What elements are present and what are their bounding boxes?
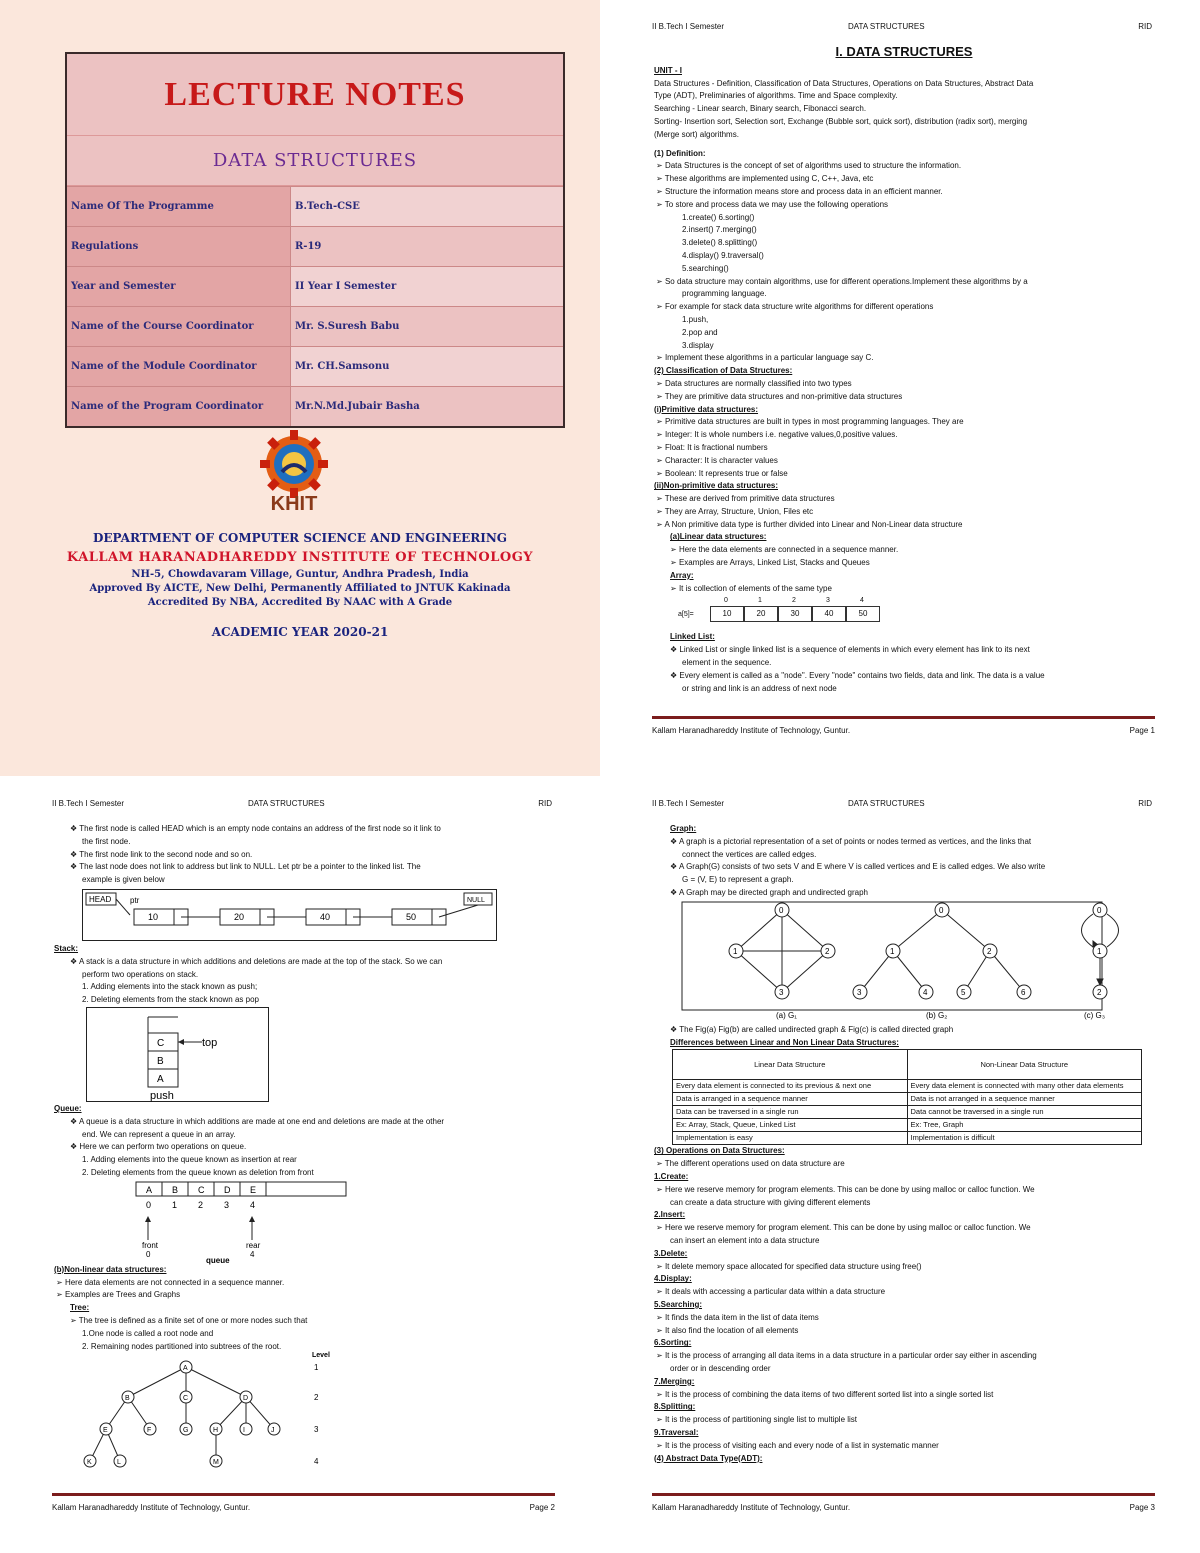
graph-note: ❖ A graph is a pictorial representation of a set of points or nodes termed as vertices, and the links that xyxy=(654,836,1154,849)
footer-left: Kallam Haranadhareddy Institute of Technology, Guntur. xyxy=(652,726,851,735)
graph-notes xyxy=(654,836,1154,900)
definition-item: ➢ To store and process data we may use the following operations xyxy=(654,199,1154,212)
tree-node-label: D xyxy=(243,1395,249,1403)
diff-cell: Data is not arranged in a sequence manner xyxy=(907,1093,1142,1106)
graph-edge xyxy=(942,910,990,951)
linked-list-note: ❖ The first node is called HEAD which is an empty node contains an address of the first node so it link to xyxy=(54,823,554,836)
diff-cell: Ex: Tree, Graph xyxy=(907,1119,1142,1132)
primitive-list xyxy=(654,416,1154,480)
cover-info-value: B.Tech-CSE xyxy=(291,187,563,226)
stack-note: ❖ A stack is a data structure in which additions and deletions are made at the top of the stack. So we can xyxy=(54,956,554,969)
operation-text: ➢ It also find the location of all elements xyxy=(654,1325,1154,1338)
queue-note: ❖ Here we can perform two operations on queue. xyxy=(54,1141,554,1154)
graph-vertex-label: 2 xyxy=(1097,987,1102,997)
linked-list-diagram xyxy=(82,887,502,943)
stack-note: 2. Deleting elements from the stack known as pop xyxy=(82,995,259,1005)
cover-info-key: Name of the Module Coordinator xyxy=(67,347,291,386)
diff-cell: Every data element is connected to its previous & next one xyxy=(673,1080,908,1093)
queue-rear-label: rear xyxy=(246,1240,261,1250)
accreditation: Accredited By NBA, Accredited By NAAC with A Grade xyxy=(147,597,453,608)
nonprimitive-item: ➢ These are derived from primitive data structures xyxy=(654,493,1154,506)
graph-vertex-label: 0 xyxy=(779,905,784,915)
array-cell: 10 xyxy=(710,606,744,622)
linked-list-notes xyxy=(54,823,554,887)
graph-vertex-label: 2 xyxy=(987,946,992,956)
operation-text: can insert an element into a data structure xyxy=(670,1235,820,1245)
diff-row xyxy=(673,1080,1142,1093)
graph-directed-edge xyxy=(1082,914,1094,947)
adt-heading: (4) Abstract Data Type(ADT): xyxy=(654,1453,763,1463)
page-header xyxy=(652,799,1152,811)
graph-vertex-label: 3 xyxy=(857,987,862,997)
tree-level-number: 4 xyxy=(314,1457,319,1467)
operation-text: ➢ It delete memory space allocated for specified data structure using free() xyxy=(654,1261,1154,1274)
graph-vertex-label: 5 xyxy=(961,987,966,997)
operation-text: ➢ It is the process of arranging all data items in a data structure in a particular order say either in ascending xyxy=(654,1350,1154,1363)
page-body xyxy=(654,46,1154,695)
tree-edge xyxy=(216,1395,249,1429)
graph-note: ❖ The Fig(a) Fig(b) are called undirected graph & Fig(c) is called directed graph xyxy=(654,1024,1154,1037)
graph-note: connect the vertices are called edges. xyxy=(682,849,817,859)
operation-text: ➢ It is the process of combining the data items of two different sorted list into a single sorted list xyxy=(654,1389,1154,1402)
address: NH-5, Chowdavaram Village, Guntur, Andhra Pradesh, India xyxy=(131,569,469,580)
difference-table xyxy=(672,1049,1142,1145)
graph-edge xyxy=(782,951,828,992)
graph-edge xyxy=(860,951,893,992)
linked-list-line: element in the sequence. xyxy=(682,658,772,668)
primitive-item: ➢ Integer: It is whole numbers i.e. negative values,0,positive values. xyxy=(654,429,1154,442)
definition-item: 2.pop and xyxy=(682,327,718,337)
department-name: DEPARTMENT OF COMPUTER SCIENCE AND ENGINEERING xyxy=(92,531,508,545)
operation-heading: 6.Sorting: xyxy=(654,1338,692,1348)
operation-heading: 5.Searching: xyxy=(654,1299,703,1309)
nonlinear-list xyxy=(54,1277,554,1303)
array-index: 4 xyxy=(860,597,864,605)
linear-item: ➢ Examples are Arrays, Linked List, Stacks and Queues xyxy=(654,557,1154,570)
header-right: RID xyxy=(538,799,552,808)
operation-heading: 9.Traversal: xyxy=(654,1427,699,1437)
syllabus-line: Data Structures - Definition, Classification of Data Structures, Operations on Data Structures, Abstract Data xyxy=(654,78,1034,88)
diff-row xyxy=(673,1132,1142,1145)
queue-item: A xyxy=(146,1184,153,1195)
graph-edge xyxy=(893,910,942,951)
graph-vertex-label: 1 xyxy=(733,946,738,956)
queue-note: 1. Adding elements into the queue known as insertion at rear xyxy=(82,1155,297,1165)
page-footer xyxy=(652,716,1155,735)
definition-item: ➢ So data structure may contain algorithms, use for different operations.Implement these algorithms by a xyxy=(654,276,1154,289)
array-index: 0 xyxy=(724,597,728,605)
array-cell: 50 xyxy=(846,606,880,622)
header-center: DATA STRUCTURES xyxy=(848,22,925,31)
tree-node-label: M xyxy=(213,1459,219,1467)
array-heading: Array: xyxy=(670,570,694,580)
operations-list xyxy=(654,1171,1154,1453)
tree-node-label: J xyxy=(271,1427,275,1435)
page-header xyxy=(652,22,1152,34)
tree-level-number: 2 xyxy=(314,1393,319,1403)
cover-info-key: Regulations xyxy=(67,227,291,266)
header-right: RID xyxy=(1138,22,1152,31)
linked-list-note: example is given below xyxy=(82,875,165,885)
operation-heading: 3.Delete: xyxy=(654,1248,688,1258)
nonlinear-item: ➢ Here data elements are not connected in a sequence manner. xyxy=(54,1277,554,1290)
linked-list-heading: Linked List: xyxy=(670,632,715,642)
queue-item: C xyxy=(198,1184,205,1195)
graph-vertex-label: 1 xyxy=(890,946,895,956)
tree-node-label: L xyxy=(117,1459,121,1467)
nonlinear-item: ➢ Examples are Trees and Graphs xyxy=(54,1289,554,1302)
graph-directed-edge xyxy=(1107,914,1119,947)
graph-note: G = (V, E) to represent a graph. xyxy=(682,875,794,885)
queue-heading: Queue: xyxy=(54,1103,82,1113)
tree-node-label: I xyxy=(243,1427,245,1435)
header-left: II B.Tech I Semester xyxy=(652,22,725,31)
graph-edge xyxy=(736,951,782,992)
queue-index: 0 xyxy=(146,1199,152,1210)
syllabus-line: Type (ADT), Preliminaries of algorithms. Time and Space complexity. xyxy=(654,91,898,101)
institute-name: KALLAM HARANADHAREDDY INSTITUTE OF TECHNOLOGY xyxy=(66,550,534,565)
nonlinear-heading: (b)Non-linear data structures: xyxy=(54,1264,167,1274)
tree-note: ➢ The tree is defined as a finite set of one or more nodes such that xyxy=(54,1315,554,1328)
logo-text: KHIT xyxy=(270,493,318,515)
cover-info-key: Name of the Program Coordinator xyxy=(67,387,291,426)
stack-diagram xyxy=(86,1007,276,1103)
academic-year: ACADEMIC YEAR 2020-21 xyxy=(211,625,389,639)
tree-heading: Tree: xyxy=(70,1303,90,1313)
tree-node-label: B xyxy=(125,1395,130,1403)
graph-note: ❖ A Graph may be directed graph and undirected graph xyxy=(654,887,1154,900)
ll-head-label: HEAD xyxy=(89,894,112,904)
institute-details xyxy=(0,568,600,610)
tree-edge xyxy=(186,1367,246,1397)
approval: Approved By AICTE, New Delhi, Permanently Affiliated to JNTUK Kakinada xyxy=(89,583,511,594)
cover-subtitle: DATA STRUCTURES xyxy=(67,136,563,186)
stack-item: B xyxy=(157,1055,164,1067)
tree-note: 2. Remaining nodes partitioned into subtrees of the root. xyxy=(82,1341,282,1351)
array-cell: 30 xyxy=(778,606,812,622)
page-footer xyxy=(652,1493,1155,1512)
definition-item: ➢ Structure the information means store and process data in an efficient manner. xyxy=(654,186,1154,199)
diff-cell: Ex: Array, Stack, Queue, Linked List xyxy=(673,1119,908,1132)
array-cell: 40 xyxy=(812,606,846,622)
graph-vertex-label: 0 xyxy=(939,905,944,915)
definition-item: 2.insert() 7.merging() xyxy=(682,225,757,235)
operation-text: ➢ It deals with accessing a particular data within a data structure xyxy=(654,1286,1154,1299)
stack-notes xyxy=(54,956,554,1007)
page-footer xyxy=(52,1493,555,1512)
operation-text: ➢ It finds the data item in the list of data items xyxy=(654,1312,1154,1325)
classification-item: ➢ They are primitive data structures and non-primitive data structures xyxy=(654,391,1154,404)
cover-info-table xyxy=(67,186,563,426)
cover-info-row xyxy=(67,346,563,386)
queue-caption: queue xyxy=(206,1255,230,1265)
definition-heading: (1) Definition: xyxy=(654,148,706,158)
header-center: DATA STRUCTURES xyxy=(848,799,925,808)
queue-index: 1 xyxy=(172,1199,178,1210)
page-header xyxy=(52,799,552,811)
tree-diagram xyxy=(76,1352,330,1473)
tree-level-number: 3 xyxy=(314,1425,319,1435)
diff-header-cell: Non-Linear Data Structure xyxy=(907,1050,1142,1080)
primitive-item: ➢ Primitive data structures are built in types in most programming languages. They are xyxy=(654,416,1154,429)
definition-item: programming language. xyxy=(682,289,767,299)
ll-null-label: NULL xyxy=(467,896,485,904)
classification-item: ➢ Data structures are normally classified into two types xyxy=(654,378,1154,391)
footer-page: Page 1 xyxy=(1129,726,1155,735)
queue-front-index: 0 xyxy=(146,1249,151,1259)
definition-list xyxy=(654,160,1154,365)
page-3 xyxy=(600,777,1200,1553)
unit-heading: UNIT - I xyxy=(654,65,682,75)
queue-index: 4 xyxy=(250,1199,256,1210)
ll-node-value: 40 xyxy=(320,911,331,922)
linear-heading: (a)Linear data structures: xyxy=(670,532,767,542)
tree-node-label: H xyxy=(213,1427,219,1435)
stack-heading: Stack: xyxy=(54,943,79,953)
primitive-item: ➢ Character: It is character values xyxy=(654,455,1154,468)
definition-item: ➢ For example for stack data structure write algorithms for different operations xyxy=(654,301,1154,314)
definition-item: 4.display() 9.traversal() xyxy=(682,250,764,260)
graph-edge xyxy=(893,951,926,992)
tree-node-label: C xyxy=(183,1395,189,1403)
cover-info-row xyxy=(67,306,563,346)
ll-node-value: 10 xyxy=(148,911,159,922)
footer-page: Page 2 xyxy=(529,1503,555,1512)
queue-item: B xyxy=(172,1184,179,1195)
array-label: a[5]= xyxy=(678,611,694,619)
graph-vertex-label: 2 xyxy=(825,946,830,956)
graph-vertex-label: 1 xyxy=(1097,946,1102,956)
graph-vertex-label: 6 xyxy=(1021,987,1026,997)
definition-item: 1.create() 6.sorting() xyxy=(682,212,755,222)
cover-info-row xyxy=(67,386,563,426)
graph-note: ❖ A Graph(G) consists of two sets V and E where V is called vertices and E is called edges. We also write xyxy=(654,861,1154,874)
operation-text: ➢ It is the process of partitioning single list to multiple list xyxy=(654,1414,1154,1427)
definition-item: ➢ Data Structures is the concept of set of algorithms used to structure the information. xyxy=(654,160,1154,173)
footer-left: Kallam Haranadhareddy Institute of Technology, Guntur. xyxy=(652,1503,851,1512)
syllabus-line: Sorting- Insertion sort, Selection sort, Exchange (Bubble sort, quick sort), distribution (radix sort), merging xyxy=(654,116,1028,126)
operation-text: ➢ Here we reserve memory for program element. This can be done by using malloc or calloc function. We xyxy=(654,1222,1154,1235)
cover-info-value: R-19 xyxy=(291,227,563,266)
cover-page xyxy=(0,0,600,776)
cover-info-row xyxy=(67,266,563,306)
classification-list xyxy=(654,378,1154,404)
syllabus-line: Searching - Linear search, Binary search, Fibonacci search. xyxy=(654,104,867,114)
graph-caption: (b) G₂ xyxy=(926,1010,948,1020)
diff-row xyxy=(673,1093,1142,1106)
primitive-item: ➢ Float: It is fractional numbers xyxy=(654,442,1154,455)
queue-note: ❖ A queue is a data structure in which additions are made at one end and deletions are made at the other xyxy=(54,1116,554,1129)
operation-text: ➢ Here we reserve memory for program elements. This can be done by using malloc or calloc function. We xyxy=(654,1184,1154,1197)
operation-heading: 1.Create: xyxy=(654,1171,689,1181)
page-body xyxy=(654,823,1154,1465)
queue-front-label: front xyxy=(142,1240,159,1250)
graph-vertex-label: 0 xyxy=(1097,905,1102,915)
cover-info-key: Name Of The Programme xyxy=(67,187,291,226)
page-body xyxy=(54,823,554,1473)
graph-vertex-label: 4 xyxy=(923,987,928,997)
definition-item: ➢ These algorithms are implemented using C, C++, Java, etc xyxy=(654,173,1154,186)
operations-heading: (3) Operations on Data Structures: xyxy=(654,1146,785,1156)
header-center: DATA STRUCTURES xyxy=(248,799,325,808)
header-right: RID xyxy=(1138,799,1152,808)
tree-node-label: F xyxy=(147,1427,152,1435)
definition-item: ➢ Implement these algorithms in a particular language say C. xyxy=(654,352,1154,365)
syllabus-line: (Merge sort) algorithms. xyxy=(654,129,739,139)
linked-list-note: the first node. xyxy=(82,836,131,846)
nonprimitive-heading: (ii)Non-primitive data structures: xyxy=(654,481,779,491)
diff-header-cell: Linear Data Structure xyxy=(673,1050,908,1080)
tree-edge xyxy=(128,1367,186,1397)
footer-left: Kallam Haranadhareddy Institute of Technology, Guntur. xyxy=(52,1503,251,1512)
diff-cell: Data is arranged in a sequence manner xyxy=(673,1093,908,1106)
operation-text: ➢ It is the process of visiting each and every node of a list in systematic manner xyxy=(654,1440,1154,1453)
graph-heading: Graph: xyxy=(670,824,697,833)
graph-edge xyxy=(990,951,1024,992)
primitive-heading: (i)Primitive data structures: xyxy=(654,404,759,414)
queue-note: end. We can represent a queue in an array. xyxy=(82,1129,236,1139)
cover-info-value: Mr.N.Md.Jubair Basha xyxy=(291,387,563,426)
diff-cell: Every data element is connected with many other data elements xyxy=(907,1080,1142,1093)
operations-intro: ➢ The different operations used on data structure are xyxy=(654,1158,1154,1171)
tree-node-label: G xyxy=(183,1427,189,1435)
graph-diagrams xyxy=(656,900,1136,1024)
array-index: 1 xyxy=(758,597,762,605)
cover-info-key: Name of the Course Coordinator xyxy=(67,307,291,346)
operation-text: can create a data structure with giving different elements xyxy=(670,1197,871,1207)
tree-node-label: K xyxy=(87,1459,92,1467)
definition-item: 1.push, xyxy=(682,314,709,324)
queue-rear-index: 4 xyxy=(250,1249,255,1259)
syllabus xyxy=(654,78,1154,142)
queue-index: 2 xyxy=(198,1199,204,1210)
header-left: II B.Tech I Semester xyxy=(652,799,725,808)
diff-cell: Implementation is easy xyxy=(673,1132,908,1145)
tree-level-number: 1 xyxy=(314,1363,319,1373)
ll-node-value: 20 xyxy=(234,911,245,922)
stack-push-label: push xyxy=(150,1089,174,1102)
graph-edge xyxy=(736,910,782,951)
tree-level-label: Level xyxy=(312,1352,330,1360)
page-1 xyxy=(600,0,1200,776)
operation-heading: 8.Splitting: xyxy=(654,1402,696,1412)
stack-item: A xyxy=(157,1073,164,1085)
array-text: ➢ It is collection of elements of the same type xyxy=(654,583,1154,596)
array-diagram xyxy=(674,595,1154,631)
queue-item: D xyxy=(224,1184,231,1195)
ll-node-value: 50 xyxy=(406,911,417,922)
tree-notes xyxy=(54,1315,554,1353)
diff-cell: Implementation is difficult xyxy=(907,1132,1142,1145)
cover-info-row xyxy=(67,226,563,266)
page-2 xyxy=(0,777,600,1553)
stack-note: 1. Adding elements into the stack known as push; xyxy=(82,982,258,992)
array-index: 2 xyxy=(792,597,796,605)
diff-row xyxy=(673,1119,1142,1132)
cover-info-value: Mr. S.Suresh Babu xyxy=(291,307,563,346)
linear-item: ➢ Here the data elements are connected in a sequence manner. xyxy=(654,544,1154,557)
linked-list-text xyxy=(654,644,1154,695)
definition-item: 3.delete() 8.splitting() xyxy=(682,238,758,248)
diff-row xyxy=(673,1106,1142,1119)
definition-item: 5.searching() xyxy=(682,263,729,273)
diff-cell: Data cannot be traversed in a single run xyxy=(907,1106,1142,1119)
linked-list-line: ❖ Every element is called as a "node". Every "node" contains two fields, data and link. The data is a value xyxy=(654,670,1154,683)
ll-ptr-label: ptr xyxy=(130,895,140,905)
array-index: 3 xyxy=(826,597,830,605)
operation-text: order or in descending order xyxy=(670,1363,771,1373)
classification-heading: (2) Classification of Data Structures: xyxy=(654,366,793,376)
graph-caption: (c) G₃ xyxy=(1084,1010,1106,1020)
operation-heading: 7.Merging: xyxy=(654,1376,695,1386)
cover-info-value: Mr. CH.Samsonu xyxy=(291,347,563,386)
footer-page: Page 3 xyxy=(1129,1503,1155,1512)
graph-caption: (a) G₁ xyxy=(776,1010,797,1020)
header-left: II B.Tech I Semester xyxy=(52,799,125,808)
khit-logo xyxy=(248,432,340,514)
cover-info-row xyxy=(67,186,563,226)
queue-index: 3 xyxy=(224,1199,230,1210)
primitive-item: ➢ Boolean: It represents true or false xyxy=(654,468,1154,481)
queue-diagram xyxy=(126,1180,366,1264)
array-cell: 20 xyxy=(744,606,778,622)
graph-vertex-label: 3 xyxy=(779,987,784,997)
stack-note: perform two operations on stack. xyxy=(82,969,199,979)
cover-info-value: II Year I Semester xyxy=(291,267,563,306)
diff-heading: Differences between Linear and Non Linear Data Structures: xyxy=(670,1037,899,1047)
tree-node-label: A xyxy=(183,1365,188,1373)
operation-heading: 4.Display: xyxy=(654,1274,692,1284)
tree-node xyxy=(240,1423,252,1435)
stack-top-label: top xyxy=(202,1036,218,1049)
operation-heading: 2.Insert: xyxy=(654,1210,686,1220)
linked-list-note: ❖ The last node does not link to address but link to NULL. Let ptr be a pointer to the linked list. The xyxy=(54,861,554,874)
nonprimitive-item: ➢ A Non primitive data type is further divided into Linear and Non-Linear data structure xyxy=(654,519,1154,532)
graph-edge xyxy=(782,910,828,951)
diff-cell: Data can be traversed in a single run xyxy=(673,1106,908,1119)
tree-node-label: E xyxy=(103,1427,108,1435)
cover-info-key: Year and Semester xyxy=(67,267,291,306)
chapter-title: I. DATA STRUCTURES xyxy=(835,44,973,59)
cover-box xyxy=(65,52,565,428)
definition-item: 3.display xyxy=(682,340,714,350)
nonprimitive-item: ➢ They are Array, Structure, Union, Files etc xyxy=(654,506,1154,519)
linked-list-note: ❖ The first node link to the second node and so on. xyxy=(54,849,554,862)
tree-note: 1.One node is called a root node and xyxy=(82,1328,214,1338)
cover-title: LECTURE NOTES xyxy=(67,54,563,136)
queue-item: E xyxy=(250,1184,257,1195)
linked-list-line: or string and link is an address of next node xyxy=(682,683,837,693)
stack-item: C xyxy=(157,1037,165,1049)
linear-list xyxy=(654,544,1154,570)
linked-list-line: ❖ Linked List or single linked list is a sequence of elements in which every element has link to its next xyxy=(654,644,1154,657)
nonprimitive-list xyxy=(654,493,1154,531)
queue-note: 2. Deleting elements from the queue known as deletion from front xyxy=(82,1167,314,1177)
queue-notes xyxy=(54,1116,554,1180)
